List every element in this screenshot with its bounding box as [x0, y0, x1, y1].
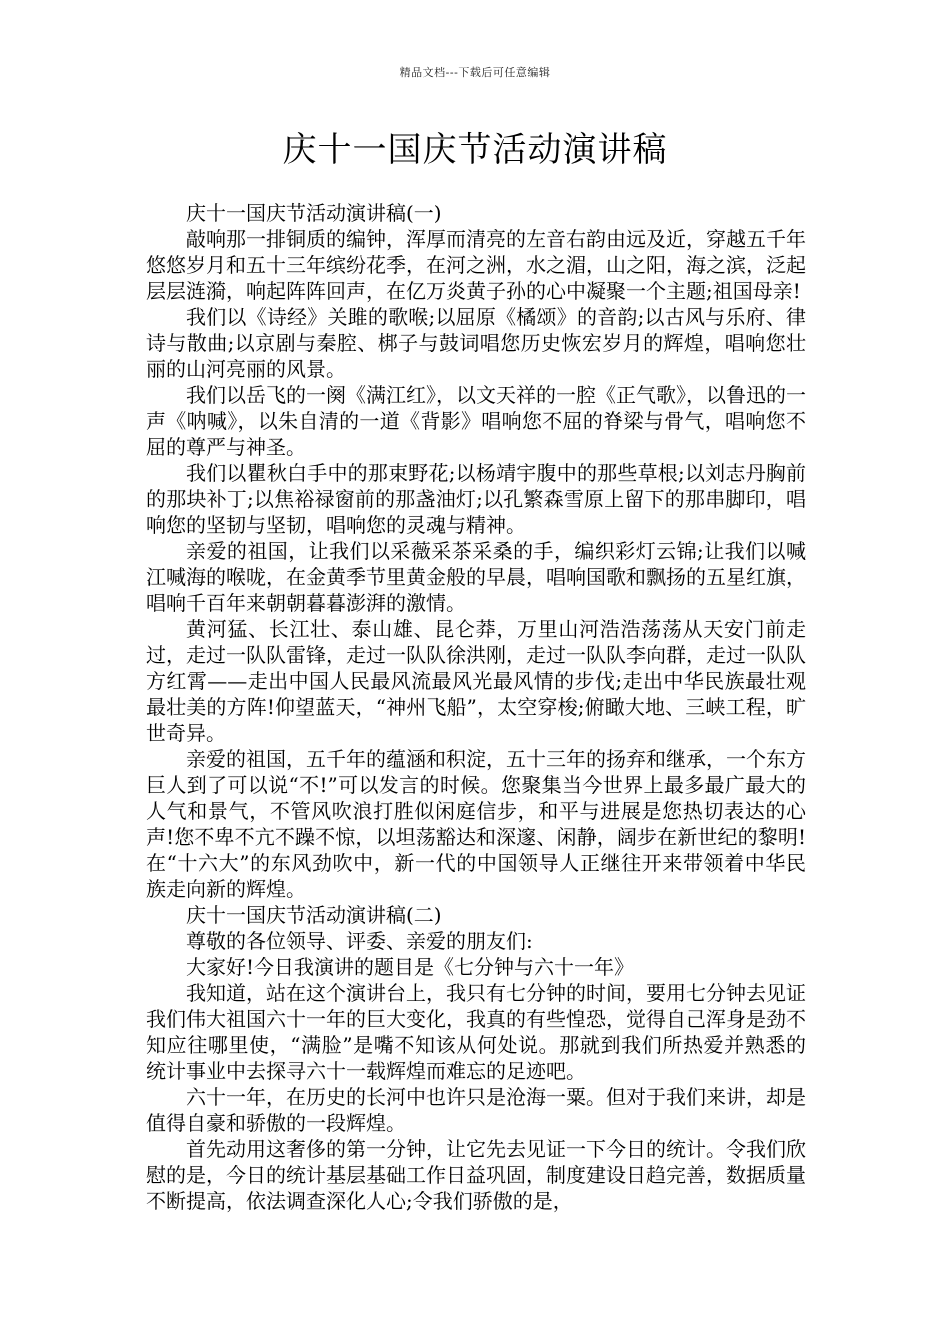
paragraph: 庆十一国庆节活动演讲稿(二)	[186, 903, 442, 927]
paragraph: 我知道，站在这个演讲台上，我只有七分钟的时间，要用七分钟去见证我们伟大祖国六十一年的巨大变化，我真的有些惶恐，觉得自己浑身是劲不知应往哪里使，“满脸”是嘴不知该从何处说。那就到我们所热爱并熟悉的统计事业中去探寻六十一载辉煌而难忘的足迹吧。	[146, 981, 806, 1083]
document-body	[146, 200, 806, 1214]
page-header: 精品文档---下载后可任意编辑	[399, 66, 551, 79]
paragraph: 我们以岳飞的一阕《满江红》，以文天祥的一腔《正气歌》，以鲁迅的一声《呐喊》，以朱自清的一道《背影》唱响您不屈的脊梁与骨气，唱响您不屈的尊严与神圣。	[146, 383, 806, 459]
document-title: 庆十一国庆节活动演讲稿	[282, 130, 668, 170]
paragraph: 黄河猛、长江壮、泰山雄、昆仑莽，万里山河浩浩荡荡从天安门前走过，走过一队队雷锋，走过一队队徐洪刚，走过一队队李向群，走过一队队方红霄——走出中国人民最风流最风光最风情的步伐;走出中华民族最壮观最壮美的方阵!仰望蓝天，“神州飞船”，太空穿梭;俯瞰大地、三峡工程，旷世奇异。	[146, 617, 806, 745]
paragraph: 亲爱的祖国，让我们以采薇采茶采桑的手，编织彩灯云锦;让我们以喊江喊海的喉咙，在金黄季节里黄金般的早晨，唱响国歌和飘扬的五星红旗，唱响千百年来朝朝暮暮澎湃的激情。	[146, 539, 806, 615]
paragraph: 大家好!今日我演讲的题目是《七分钟与六十一年》	[186, 955, 635, 979]
paragraph: 我们以瞿秋白手中的那束野花;以杨靖宇腹中的那些草根;以刘志丹胸前的那块补丁;以焦裕禄窗前的那盏油灯;以孔繁森雪原上留下的那串脚印，唱响您的坚韧与坚韧，唱响您的灵魂与精神。	[146, 461, 806, 537]
paragraph: 我们以《诗经》关雎的歌喉;以屈原《橘颂》的音韵;以古风与乐府、律诗与散曲;以京剧与秦腔、梆子与鼓词唱您历史恢宏岁月的辉煌，唱响您壮丽的山河亮丽的风景。	[146, 305, 806, 381]
paragraph: 尊敬的各位领导、评委、亲爱的朋友们:	[186, 929, 533, 953]
paragraph: 亲爱的祖国，五千年的蕴涵和积淀，五十三年的扬弃和继承，一个东方巨人到了可以说“不!”可以发言的时候。您聚集当今世界上最多最广最大的人气和景气，不管风吹浪打胜似闲庭信步，和平与进展是您热切表达的心声!您不卑不亢不躁不惊，以坦荡豁达和深邃、闲静，阔步在新世纪的黎明!在“十六大”的东风劲吹中，新一代的中国领导人正继往开来带领着中华民族走向新的辉煌。	[146, 747, 806, 901]
paragraph: 庆十一国庆节活动演讲稿(一)	[186, 201, 442, 225]
paragraph: 敲响那一排铜质的编钟，浑厚而清亮的左音右韵由远及近，穿越五千年悠悠岁月和五十三年缤纷花季，在河之洲，水之湄，山之阳，海之滨，泛起层层涟漪，响起阵阵回声，在亿万炎黄子孙的心中凝聚一个主题;祖国母亲!	[146, 227, 806, 303]
paragraph: 首先动用这奢侈的第一分钟，让它先去见证一下今日的统计。令我们欣慰的是，今日的统计基层基础工作日益巩固，制度建设日趋完善，数据质量不断提高，依法调查深化人心;令我们骄傲的是，	[146, 1137, 806, 1213]
paragraph: 六十一年，在历史的长河中也许只是沧海一粟。但对于我们来讲，却是值得自豪和骄傲的一段辉煌。	[146, 1085, 806, 1135]
